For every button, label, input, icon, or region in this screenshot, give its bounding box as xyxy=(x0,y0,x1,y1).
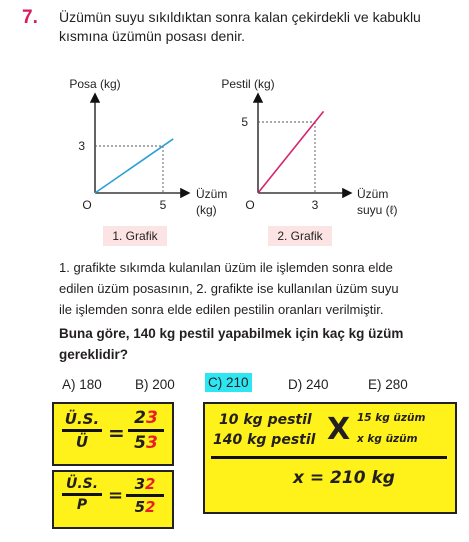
charts-area xyxy=(0,68,469,253)
note3-cross: X xyxy=(327,412,351,447)
note1-right-numerator: 2 xyxy=(134,408,146,428)
note1-right-numerator-red: 3 xyxy=(146,408,158,428)
note2-right-numerator-red: 2 xyxy=(145,475,156,493)
x-axis-title-line2: (kg) xyxy=(196,203,217,217)
note2-equals: = xyxy=(108,485,124,506)
question-stem xyxy=(59,8,459,46)
x-axis-title-line1: Üzüm xyxy=(357,187,389,201)
chart-1-caption: 1. Grafik xyxy=(103,226,167,246)
note3-line1-right: 15 kg üzüm xyxy=(357,412,426,424)
handwritten-note-1 xyxy=(52,402,174,466)
chart-2-caption: 2. Grafik xyxy=(268,226,332,246)
prompt-line: Buna göre, 140 kg pestil yapabilmek için kaç kg üzüm xyxy=(59,326,404,341)
option-c[interactable]: C) 210 xyxy=(205,373,252,392)
note2-left-denominator: P xyxy=(76,497,88,513)
note2-right-denominator: 5 xyxy=(134,498,145,516)
stem-line: Üzümün suyu sıkıldıktan sonra kalan çekirdekli ve kabuklu xyxy=(59,9,421,25)
note2-right-fraction xyxy=(126,475,164,516)
note1-right-denominator-red: 3 xyxy=(146,433,158,453)
handwritten-note-3 xyxy=(203,402,457,514)
note1-right-denominator: 5 xyxy=(134,433,146,453)
handwritten-note-2 xyxy=(52,470,174,529)
body-line: ile işlemden sonra elde edilen pestilin oranları verilmiştir. xyxy=(59,302,384,317)
option-a[interactable]: A) 180 xyxy=(62,377,102,392)
note2-left-numerator: Ü.S. xyxy=(65,476,99,492)
body-line: edilen üzüm posasının, 2. grafikte ise kullanılan üzüm suyu xyxy=(59,281,399,296)
stem-line: kısmına üzümün posası denir. xyxy=(59,28,245,44)
question-prompt xyxy=(59,323,459,365)
note1-left-fraction xyxy=(62,410,102,451)
note2-right-denominator-red: 2 xyxy=(145,498,156,516)
origin-label: O xyxy=(245,198,255,212)
chart-1 xyxy=(69,77,227,217)
x-axis-title-line1: Üzüm xyxy=(196,187,228,201)
y-tick-label: 5 xyxy=(241,115,248,129)
answer-options xyxy=(59,375,459,397)
option-b[interactable]: B) 200 xyxy=(135,377,175,392)
origin-label: O xyxy=(82,198,92,212)
note1-left-denominator: Ü xyxy=(75,433,89,451)
series-line xyxy=(258,111,324,193)
y-axis-title: Posa (kg) xyxy=(69,77,121,91)
x-tick-label: 5 xyxy=(159,198,167,212)
body-line: 1. grafikte sıkımda kulanılan üzüm ile işlemden sonra elde xyxy=(59,260,393,275)
note3-line1-left: 10 kg pestil xyxy=(219,412,312,428)
note2-right-numerator: 3 xyxy=(134,475,145,493)
y-axis-title: Pestil (kg) xyxy=(221,77,275,91)
option-e[interactable]: E) 280 xyxy=(368,377,408,392)
prompt-line: gereklidir? xyxy=(59,347,129,362)
note3-divider xyxy=(211,456,447,459)
x-tick-label: 3 xyxy=(311,198,319,212)
note3-line2-left: 140 kg pestil xyxy=(213,432,316,448)
note1-right-fraction xyxy=(128,408,164,453)
note1-equals: = xyxy=(108,421,125,445)
question-body xyxy=(59,257,459,320)
note3-result: x = 210 kg xyxy=(293,468,395,488)
y-tick-label: 3 xyxy=(78,139,85,153)
option-d[interactable]: D) 240 xyxy=(288,377,329,392)
x-axis-title-line2: suyu (ℓ) xyxy=(357,203,398,217)
note1-left-numerator: Ü.S. xyxy=(64,410,100,428)
series-line xyxy=(95,139,173,193)
chart-2 xyxy=(221,77,397,217)
question-number: 7. xyxy=(22,7,38,28)
note2-left-fraction xyxy=(62,476,102,513)
note3-line2-right: x kg üzüm xyxy=(357,433,418,445)
